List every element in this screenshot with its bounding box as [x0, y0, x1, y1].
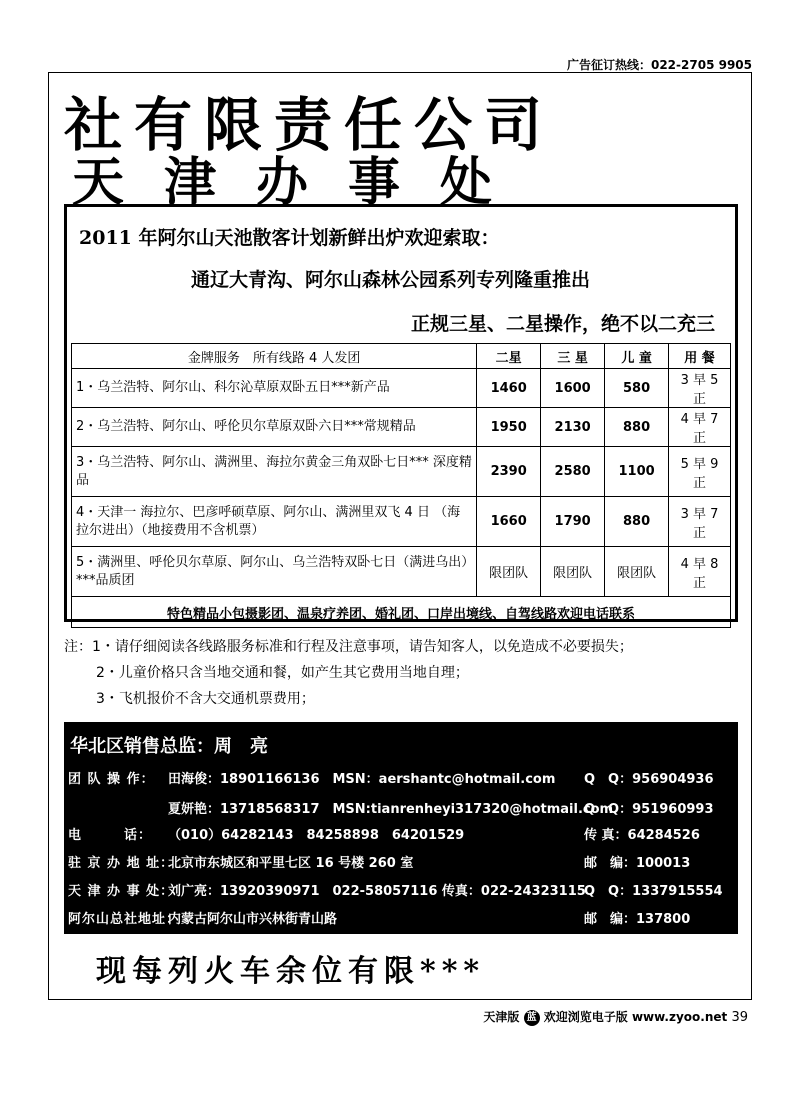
contact-label: 天 津 办 事 处： [68, 884, 175, 899]
contact-value: 内蒙古阿尔山市兴林街青山路 [168, 912, 338, 927]
contact-value: 夏妍艳：13718568317 MSN:tianrenheyi317320@hotmail.com [168, 802, 614, 817]
price-two-star: 2390 [477, 447, 541, 497]
header-meal: 用 餐 [669, 344, 731, 369]
contact-row [68, 908, 691, 927]
contact-value: （010）64282143 84258898 64201529 [168, 828, 465, 843]
page-footer [483, 1008, 748, 1026]
headline-series: 通辽大青沟、阿尔山森林公园系列专列隆重推出 [191, 269, 591, 291]
contact-right: 传 真：64284526 [584, 828, 700, 843]
price-child: 1100 [605, 447, 669, 497]
table-header-row [72, 344, 731, 369]
price-child: 限团队 [605, 547, 669, 597]
contact-label: 团 队 操 作： [68, 772, 155, 787]
price-three-star: 限团队 [541, 547, 605, 597]
route-name: 2・乌兰浩特、阿尔山、呼伦贝尔草原双卧六日***常规精品 [72, 408, 477, 447]
price-three-star: 1790 [541, 497, 605, 547]
contact-right: Q Q：956904936 [584, 772, 714, 787]
publication-logo-icon: 蓝 [524, 1010, 540, 1026]
meal-info: 4 早 7 正 [669, 408, 731, 447]
contact-row [68, 798, 714, 817]
table-row [72, 547, 731, 597]
contact-value: 刘广亮：13920390971 022-58057116 传真：022-24323115 [168, 884, 586, 899]
note-item: 3・飞机报价不含大交通机票费用； [96, 691, 315, 707]
tour-offer-box [64, 204, 738, 622]
route-name: 5・满洲里、呼伦贝尔草原、阿尔山、乌兰浩特双卧七日（满进乌出）***品质团 [72, 547, 477, 597]
note-item: 注：1・请仔细阅读各线路服务标准和行程及注意事项，请告知客人，以免造成不必要损失； [64, 639, 633, 655]
contact-right: 邮 编：100013 [584, 856, 691, 871]
header-route: 金牌服务 所有线路 4 人发团 [72, 344, 477, 369]
edition-label: 天津版 [483, 1010, 520, 1024]
headline-quality: 正规三星、二星操作，绝不以二充三 [410, 313, 715, 335]
seat-availability-banner: 现每列火车余位有限*** [96, 954, 486, 989]
route-price-table [71, 343, 731, 628]
company-title: 社有限责任公司 [64, 91, 555, 159]
contact-label: 阿尔山总社地址： [68, 912, 181, 927]
route-name: 4・天津一 海拉尔、巴彦呼硕草原、阿尔山、满洲里双飞 4 日 （海拉尔进出）（地接费用不含机票） [72, 497, 477, 547]
office-title: 天津办事处 [72, 152, 533, 213]
table-row [72, 447, 731, 497]
contact-right: 邮 编：137800 [584, 912, 691, 927]
special-tours-text: 特色精品小包摄影团、温泉疗养团、婚礼团、口岸出境线、自驾线路欢迎电话联系 [72, 597, 731, 628]
header-three-star: 三 星 [541, 344, 605, 369]
headline-plan: 2011 年阿尔山天池散客计划新鲜出炉欢迎索取： [79, 227, 500, 249]
table-footer-row [72, 597, 731, 628]
contact-row [68, 824, 700, 843]
contact-right: Q Q：951960993 [584, 802, 714, 817]
header-child: 儿 童 [605, 344, 669, 369]
price-child: 880 [605, 497, 669, 547]
header-two-star: 二星 [477, 344, 541, 369]
notes-section [64, 634, 754, 712]
price-two-star: 1950 [477, 408, 541, 447]
contact-row [68, 880, 723, 899]
contact-label: 驻 京 办 地 址： [68, 856, 175, 871]
meal-info: 3 早 5 正 [669, 369, 731, 408]
price-three-star: 2130 [541, 408, 605, 447]
price-two-star: 限团队 [477, 547, 541, 597]
price-two-star: 1460 [477, 369, 541, 408]
price-child: 880 [605, 408, 669, 447]
sales-director: 华北区销售总监：周 亮 [70, 736, 268, 757]
contact-right: Q Q：1337915554 [584, 884, 723, 899]
note-item: 2・儿童价格只含当地交通和餐，如产生其它费用当地自理； [96, 665, 469, 681]
page-number: 39 [731, 1010, 748, 1025]
contact-value: 田海俊：18901166136 MSN：aershantc@hotmail.com [168, 772, 556, 787]
table-row [72, 497, 731, 547]
contact-row [68, 852, 691, 871]
meal-info: 3 早 7 正 [669, 497, 731, 547]
ad-hotline: 广告征订热线：022-2705 9905 [566, 58, 752, 72]
table-row [72, 408, 731, 447]
meal-info: 4 早 8 正 [669, 547, 731, 597]
contact-panel [64, 722, 738, 934]
contact-label: 电 话： [68, 828, 153, 843]
price-three-star: 2580 [541, 447, 605, 497]
site-text: 欢迎浏览电子版 www.zyoo.net [543, 1010, 728, 1024]
contact-row [68, 768, 714, 787]
table-row [72, 369, 731, 408]
meal-info: 5 早 9 正 [669, 447, 731, 497]
route-name: 3・乌兰浩特、阿尔山、满洲里、海拉尔黄金三角双卧七日*** 深度精品 [72, 447, 477, 497]
price-three-star: 1600 [541, 369, 605, 408]
route-name: 1・乌兰浩特、阿尔山、科尔沁草原双卧五日***新产品 [72, 369, 477, 408]
price-two-star: 1660 [477, 497, 541, 547]
price-child: 580 [605, 369, 669, 408]
contact-value: 北京市东城区和平里七区 16 号楼 260 室 [168, 856, 414, 871]
